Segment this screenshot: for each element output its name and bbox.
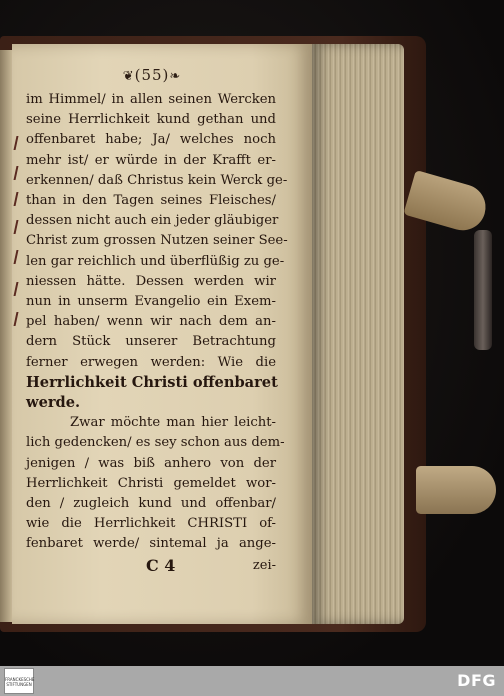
clasp-metal bbox=[474, 230, 492, 350]
text-line: fenbaret werde/ sintemal ja ange- bbox=[26, 536, 276, 552]
text-line: ferner erwegen werden: Wie die bbox=[26, 354, 276, 370]
book-page bbox=[12, 44, 312, 624]
text-line: mehr ist/ er würde in der Krafft er- bbox=[26, 152, 276, 168]
margin-marks bbox=[12, 126, 24, 366]
text-line: dessen nicht auch ein jeder gläubiger bbox=[26, 213, 279, 229]
catchword: zei- bbox=[252, 558, 276, 573]
text-line: Christ zum grossen Nutzen seiner See- bbox=[26, 233, 288, 249]
page-fore-edge bbox=[312, 44, 404, 624]
text-line: niessen hätte. Dessen werden wir bbox=[26, 273, 276, 289]
text-line: than in den Tagen seines Fleisches/ bbox=[26, 193, 276, 209]
signature-mark: C 4 bbox=[146, 556, 176, 575]
text-line: seine Herrlichkeit kund gethan und bbox=[26, 112, 276, 128]
heading-line: werde. bbox=[26, 394, 81, 412]
text-line: Herrlichkeit Christi gemeldet wor- bbox=[26, 475, 276, 491]
text-line: dern Stück unserer Betrachtung bbox=[26, 334, 276, 350]
viewer-bottom-bar bbox=[0, 666, 504, 696]
text-line: lich gedencken/ es sey schon aus dem- bbox=[26, 435, 285, 451]
text-line: nun in unserm Evangelio ein Exem- bbox=[26, 294, 276, 310]
text-line: im Himmel/ in allen seinen Wercken bbox=[26, 92, 276, 107]
page-footer bbox=[26, 556, 276, 580]
heading-line: Herrlichkeit Christi offenbaret bbox=[26, 373, 278, 391]
text-line: pel haben/ wenn wir nach dem an- bbox=[26, 314, 276, 330]
text-line: Zwar möchte man hier leicht- bbox=[70, 415, 276, 431]
text-line: erkennen/ daß Christus kein Werck ge- bbox=[26, 172, 288, 188]
page-text bbox=[26, 90, 288, 555]
text-line: den / zugleich kund und offenbar/ bbox=[26, 496, 276, 512]
institution-logo: FRANCKESCHE STIFTUNGEN bbox=[4, 668, 34, 694]
dfg-logo: DFG bbox=[457, 671, 496, 690]
text-line: wie die Herrlichkeit CHRISTI of- bbox=[26, 516, 276, 532]
page-number-text: (55) bbox=[134, 66, 170, 84]
ornament-right-icon: ❧ bbox=[169, 69, 182, 84]
text-line: len gar reichlich und überflüßig zu ge- bbox=[26, 253, 285, 269]
book-clasp bbox=[416, 170, 502, 500]
text-line: offenbaret habe; Ja/ welches noch bbox=[26, 132, 276, 148]
text-line: jenigen / was biß anhero von der bbox=[26, 455, 276, 471]
clasp-strap-lower bbox=[416, 466, 496, 514]
clasp-strap-upper bbox=[403, 170, 491, 236]
page-number bbox=[112, 66, 192, 84]
facing-page-edge bbox=[0, 50, 12, 622]
ornament-left-icon: ❦ bbox=[122, 69, 135, 84]
